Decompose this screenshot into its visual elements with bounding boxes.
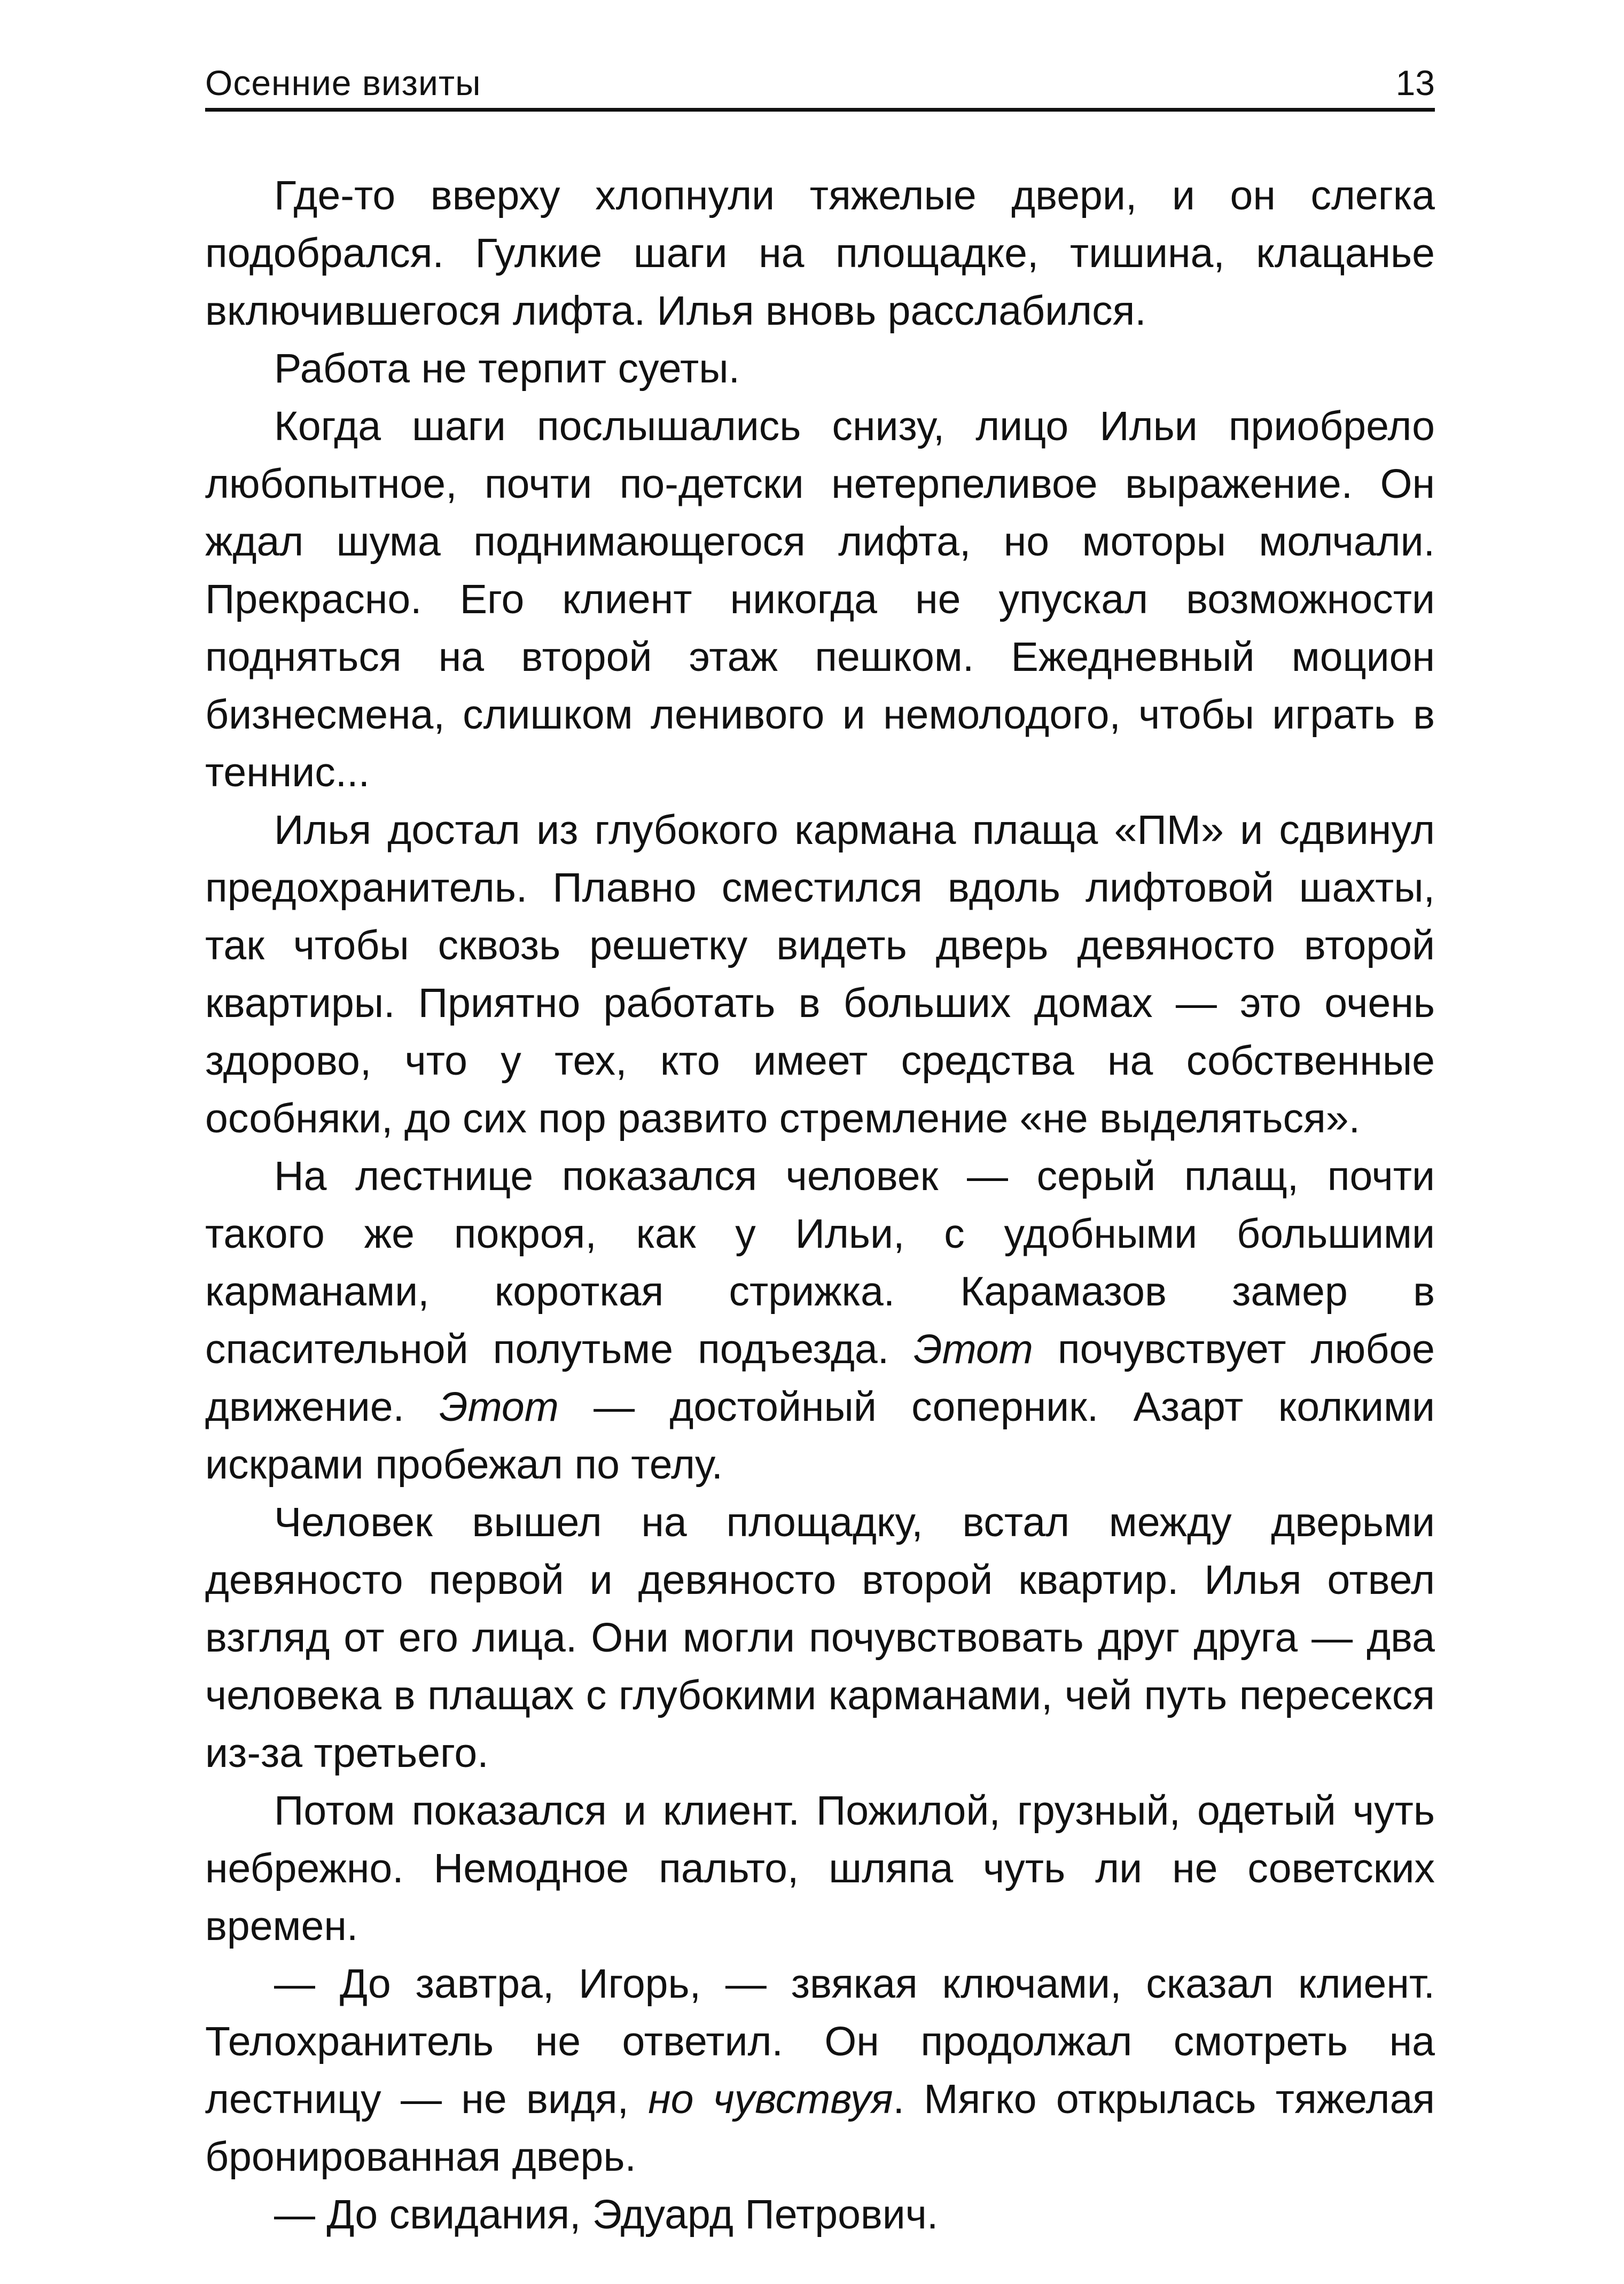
text-segment: На лестнице показался человек — серый плащ, почти такого же покроя, как у Ильи, с удобными большими карманами, короткая стрижка. Карамазов замер в спасительной полутьме подъезда. — [205, 1153, 1435, 1372]
text-segment: Человек вышел на площадку, встал между дверьми девяносто первой и девяносто второй квартир. Илья отвел взгляд от его лица. Они могли почувствовать друг друга — два человека в плащах с глубокими карманами, чей путь пересекся из-за третьего. — [205, 1499, 1435, 1776]
text-segment: Где-то вверху хлопнули тяжелые двери, и он слегка подобрался. Гулкие шаги на площадке, тишина, клацанье включившегося лифта. Илья вновь расслабился. — [205, 173, 1435, 334]
text-segment: Илья достал из глубокого кармана плаща «ПМ» и сдвинул предохранитель. Плавно сместился вдоль лифтовой шахты, так чтобы сквозь решетку видеть дверь девяносто второй квартиры. Приятно работать в больших домах — это очень здорово, что у тех, кто имеет средства на собственные особняки, до сих пор развито стремление «не выделяться». — [205, 807, 1435, 1141]
header-rule — [205, 108, 1435, 112]
paragraph — [205, 1955, 1435, 2186]
running-title: Осенние визиты — [205, 63, 481, 103]
paragraph — [205, 1147, 1435, 1493]
paragraph — [205, 397, 1435, 801]
text-segment: Работа не терпит суеты. — [274, 346, 740, 392]
text-segment: Когда шаги послышались снизу, лицо Ильи приобрело любопытное, почти по-детски нетерпеливое выражение. Он ждал шума поднимающегося лифта, но моторы молчали. Прекрасно. Его клиент никогда не упускал возможности подняться на второй этаж пешком. Ежедневный моцион бизнесмена, слишком ленивого и немолодого, чтобы играть в теннис... — [205, 403, 1435, 795]
text-segment: . Мягко открылась тяжелая бронированная дверь. — [205, 2076, 1435, 2180]
italic-text: Этот — [914, 1326, 1033, 1372]
paragraph — [205, 1782, 1435, 1955]
text-segment: — До завтра, Игорь, — звякая ключами, сказал клиент. Телохранитель не ответил. Он продолжал смотреть на лестницу — не видя, — [205, 1961, 1435, 2122]
paragraph — [205, 167, 1435, 340]
italic-text: но чувствуя — [648, 2076, 893, 2122]
running-head — [205, 56, 1435, 109]
text-segment: — До свидания, Эдуард Петрович. — [274, 2192, 939, 2238]
paragraph — [205, 1493, 1435, 1782]
text-segment: — достойный соперник. Азарт колкими искрами пробежал по телу. — [205, 1384, 1435, 1488]
text-segment: почувствует любое движение. — [205, 1326, 1435, 1430]
paragraph — [205, 340, 1435, 397]
text-segment: Потом показался и клиент. Пожилой, грузный, одетый чуть небрежно. Немодное пальто, шляпа чуть ли не советских времен. — [205, 1788, 1435, 1949]
paragraph — [205, 801, 1435, 1147]
paragraph — [205, 2186, 1435, 2243]
italic-text: Этот — [439, 1384, 559, 1430]
page-number: 13 — [1395, 63, 1435, 103]
body-text — [205, 167, 1435, 2243]
